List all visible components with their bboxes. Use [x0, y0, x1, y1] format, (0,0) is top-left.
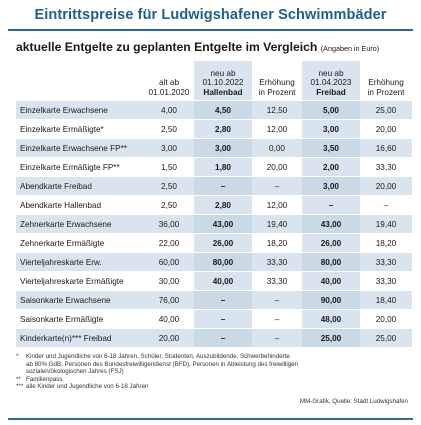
cell-new-freibad: 43,00: [302, 215, 360, 234]
footnote-family-pass: [16, 376, 416, 384]
header-increase-hallenbad: Erhöhung in Prozent: [258, 78, 296, 97]
cell-new-hallenbad: –: [194, 329, 252, 348]
cell-new-hallenbad: –: [194, 177, 252, 196]
table-row: [16, 291, 412, 310]
cell-increase-freibad: 20,00: [360, 310, 412, 329]
header-ticket: [16, 61, 144, 101]
cell-new-hallenbad: 4,50: [194, 101, 252, 120]
cell-ticket-name: Einzelkarte Erwachsene: [16, 101, 144, 120]
footnote-children: [16, 383, 416, 391]
table-row: [16, 272, 412, 291]
cell-increase-freibad: 33,30: [360, 272, 412, 291]
cell-increase-hallenbad: –: [252, 177, 302, 196]
cell-new-freibad: 3,00: [302, 120, 360, 139]
cell-old-price: 40,00: [144, 310, 194, 329]
cell-increase-freibad: 33,30: [360, 158, 412, 177]
cell-old-price: 2,50: [144, 177, 194, 196]
cell-increase-hallenbad: 12,00: [252, 196, 302, 215]
header-increase-freibad: Erhöhung in Prozent: [367, 78, 405, 97]
cell-ticket-name: Abendkarte Hallenbad: [16, 196, 144, 215]
cell-ticket-name: Einzelkarte Ermäßigte FP**: [16, 158, 144, 177]
source-credit: MM-Grafik, Quelle: Stadt Ludwigshafen: [300, 398, 408, 405]
footnote-mark: *: [16, 353, 19, 360]
footnote-line: sozialen/ökologischen Jahres (FSJ): [26, 368, 124, 376]
cell-old-price: 36,00: [144, 215, 194, 234]
cell-increase-freibad: 25,00: [360, 101, 412, 120]
table-subtitle: [16, 40, 379, 54]
footnote-mark: ***: [16, 383, 24, 391]
header-old-price: alt ab 01.01.2020: [148, 78, 190, 97]
footnote-text: alle Kinder und Jugendliche von 6-18 Jahren: [26, 383, 149, 391]
subtitle-text: aktuelle Entgelte zu geplanten Entgelte im Vergleich: [16, 40, 318, 54]
table-row: [16, 177, 412, 196]
cell-new-hallenbad: 2,80: [194, 196, 252, 215]
top-rule: [8, 29, 413, 31]
cell-new-hallenbad: 40,00: [194, 272, 252, 291]
cell-increase-hallenbad: 33,30: [252, 272, 302, 291]
table-row: [16, 196, 412, 215]
cell-increase-hallenbad: 20,00: [252, 158, 302, 177]
cell-increase-freibad: 18,20: [360, 234, 412, 253]
cell-new-freibad: –: [302, 196, 360, 215]
cell-new-hallenbad: 26,00: [194, 234, 252, 253]
cell-ticket-name: Abendkarte Freibad: [16, 177, 144, 196]
cell-increase-hallenbad: 33,30: [252, 253, 302, 272]
cell-increase-hallenbad: –: [252, 291, 302, 310]
table-row: [16, 139, 412, 158]
cell-increase-freibad: 20,00: [360, 120, 412, 139]
cell-increase-hallenbad: –: [252, 329, 302, 348]
cell-increase-freibad: 18,40: [360, 291, 412, 310]
cell-new-freibad: 25,00: [302, 329, 360, 348]
cell-ticket-name: Einzelkarte Ermäßigte*: [16, 120, 144, 139]
table-row: [16, 101, 412, 120]
cell-new-hallenbad: 1,80: [194, 158, 252, 177]
cell-increase-freibad: 25,00: [360, 329, 412, 348]
cell-new-freibad: 5,00: [302, 101, 360, 120]
table-row: [16, 253, 412, 272]
cell-old-price: 76,00: [144, 291, 194, 310]
cell-old-price: 3,00: [144, 139, 194, 158]
cell-increase-hallenbad: 0,00: [252, 139, 302, 158]
bottom-rule: [8, 418, 413, 420]
cell-ticket-name: Saisonkarte Ermäßigte: [16, 310, 144, 329]
cell-new-freibad: 3,50: [302, 139, 360, 158]
cell-ticket-name: Zehnerkarte Ermäßigte: [16, 234, 144, 253]
table-row: [16, 310, 412, 329]
footnote-reduced: [16, 353, 416, 376]
cell-increase-freibad: 19,40: [360, 215, 412, 234]
price-table: [16, 61, 412, 347]
cell-new-hallenbad: 2,80: [194, 120, 252, 139]
cell-new-hallenbad: 3,00: [194, 139, 252, 158]
cell-new-freibad: 48,00: [302, 310, 360, 329]
cell-new-hallenbad: 80,00: [194, 253, 252, 272]
cell-old-price: 4,00: [144, 101, 194, 120]
header-new-hallenbad: neu ab 01.10.2022 Hallenbad: [194, 61, 252, 101]
cell-new-freibad: 3,00: [302, 177, 360, 196]
cell-ticket-name: Einzelkarte Erwachsene FP**: [16, 139, 144, 158]
cell-old-price: 1,50: [144, 158, 194, 177]
cell-new-freibad: 40,00: [302, 272, 360, 291]
cell-increase-freibad: 16,60: [360, 139, 412, 158]
cell-new-freibad: 90,00: [302, 291, 360, 310]
page-title: Eintrittspreise für Ludwigshafener Schwimmbäder: [34, 7, 387, 23]
cell-old-price: 60,00: [144, 253, 194, 272]
cell-increase-hallenbad: –: [252, 310, 302, 329]
cell-new-freibad: 26,00: [302, 234, 360, 253]
footnote-line: ab 80% GdB, Personen des Bundesfreiwilligendienst (BFD), Personen in Ableistung des freiwilligen: [26, 360, 299, 368]
table-row: [16, 158, 412, 177]
cell-increase-hallenbad: 18,20: [252, 234, 302, 253]
cell-old-price: 2,50: [144, 120, 194, 139]
cell-new-freibad: 2,00: [302, 158, 360, 177]
footnotes: [16, 353, 416, 391]
cell-new-freibad: 80,00: [302, 253, 360, 272]
footnote-mark: **: [16, 375, 21, 383]
cell-ticket-name: Zehnerkarte Erwachsene: [16, 215, 144, 234]
cell-old-price: 22,00: [144, 234, 194, 253]
cell-increase-hallenbad: 19,40: [252, 215, 302, 234]
cell-old-price: 20,00: [144, 329, 194, 348]
cell-old-price: 30,00: [144, 272, 194, 291]
cell-increase-freibad: 33,30: [360, 253, 412, 272]
cell-old-price: 2,50: [144, 196, 194, 215]
cell-increase-hallenbad: 12,50: [252, 101, 302, 120]
cell-increase-hallenbad: 12,00: [252, 120, 302, 139]
table-row: [16, 215, 412, 234]
cell-ticket-name: Vierteljahreskarte Ermäßigte: [16, 272, 144, 291]
cell-new-hallenbad: –: [194, 310, 252, 329]
table-body: [16, 101, 412, 348]
cell-new-hallenbad: 43,00: [194, 215, 252, 234]
cell-ticket-name: Vierteljahreskarte Erw.: [16, 253, 144, 272]
subtitle-unit-note: (Angaben in Euro): [320, 44, 380, 53]
cell-ticket-name: Kinderkarte(n)*** Freibad: [16, 329, 144, 348]
footnote-line: Kinder und Jugendliche von 6-18 Jahren, Schüler, Studenten, Auszubildende, Schwerbehinderte: [26, 353, 290, 360]
footnote-text: Familienpass: [26, 375, 63, 383]
cell-increase-freibad: 20,00: [360, 177, 412, 196]
cell-new-hallenbad: –: [194, 291, 252, 310]
table-row: [16, 329, 412, 348]
table-header-row: [16, 61, 412, 101]
table-row: [16, 120, 412, 139]
header-new-freibad: neu ab 01.04.2023 Freibad: [302, 61, 360, 101]
cell-increase-freibad: –: [360, 196, 412, 215]
table-row: [16, 234, 412, 253]
cell-ticket-name: Saisonkarte Erwachsene: [16, 291, 144, 310]
